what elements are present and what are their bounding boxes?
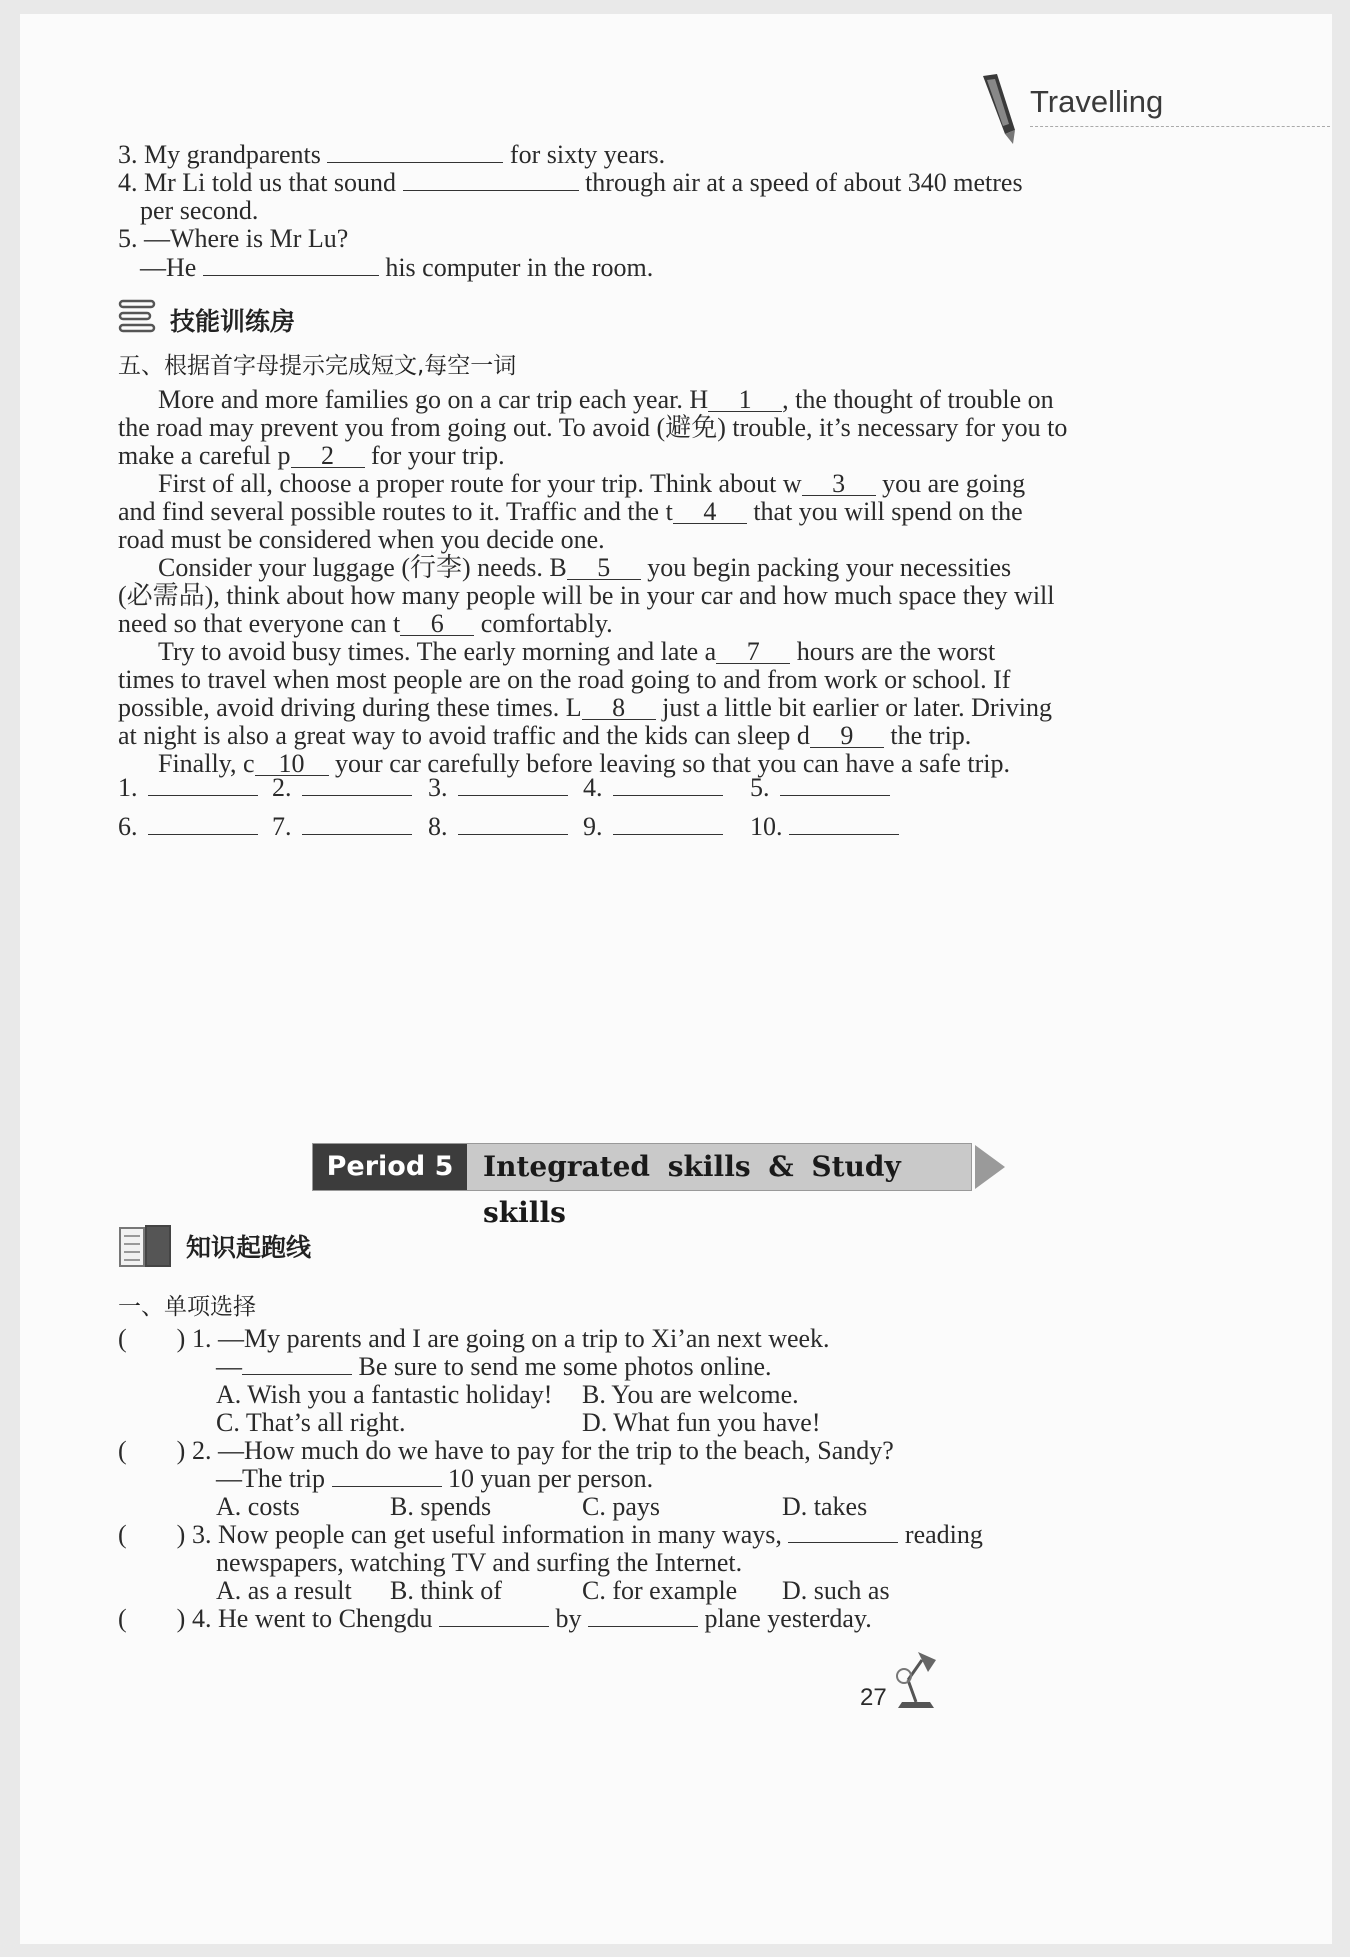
passage-text: comfortably. bbox=[474, 609, 613, 638]
answer-line[interactable] bbox=[613, 812, 723, 835]
answer-number: 6. bbox=[118, 812, 138, 841]
mc-q1-option-d: D. What fun you have! bbox=[582, 1408, 821, 1437]
answer-line[interactable] bbox=[302, 812, 412, 835]
knowledge-section-title: 知识起跑线 bbox=[186, 1233, 312, 1262]
mc-q3-stem: 3. Now people can get useful information in many ways, reading bbox=[192, 1520, 983, 1549]
lamp-icon bbox=[888, 1646, 944, 1712]
period-banner bbox=[312, 1143, 972, 1229]
passage-text: road must be considered when you decide one. bbox=[118, 525, 605, 554]
passage-text: that you will spend on the bbox=[746, 497, 1023, 526]
mc-q3-option-a: A. as a result bbox=[216, 1576, 352, 1605]
blank-number: 7 bbox=[716, 641, 790, 664]
mc-q3-option-b: B. think of bbox=[390, 1576, 502, 1605]
blank-number: 2 bbox=[291, 445, 365, 468]
knowledge-instruction: 一、单项选择 bbox=[118, 1294, 256, 1320]
answer-number: 9. bbox=[583, 812, 603, 841]
answer-blank[interactable] bbox=[428, 809, 568, 844]
mc-q1-option-a: A. Wish you a fantastic holiday! bbox=[216, 1380, 553, 1409]
mc-q4-paren: ( ) bbox=[118, 1604, 186, 1633]
passage-text: Consider your luggage (行李) needs. B bbox=[158, 553, 567, 582]
book-icon bbox=[118, 1224, 174, 1270]
passage-text: for your trip. bbox=[364, 441, 505, 470]
item-5-answer: —He his computer in the room. bbox=[140, 253, 654, 282]
blank-number: 6 bbox=[400, 613, 474, 636]
passage-text: times to travel when most people are on the road going to and from work or school. If bbox=[118, 665, 1011, 694]
answer-blank[interactable] bbox=[428, 770, 568, 805]
passage-text: the trip. bbox=[883, 721, 972, 750]
answer-blank[interactable] bbox=[118, 770, 258, 805]
answer-blank[interactable] bbox=[118, 809, 258, 844]
mc-q3-option-d: D. such as bbox=[782, 1576, 890, 1605]
mc-q1-stem: 1. —My parents and I are going on a trip to Xi’an next week. bbox=[192, 1324, 830, 1353]
answer-blank[interactable] bbox=[750, 770, 890, 805]
answer-line[interactable] bbox=[148, 773, 258, 796]
answer-line[interactable] bbox=[780, 773, 890, 796]
answer-number: 5. bbox=[750, 773, 770, 802]
answer-number: 8. bbox=[428, 812, 448, 841]
item-4-cont: per second. bbox=[140, 196, 259, 225]
page-number: 27 bbox=[860, 1684, 887, 1711]
mc-q2-option-d: D. takes bbox=[782, 1492, 868, 1521]
mc-q2-option-b: B. spends bbox=[390, 1492, 492, 1521]
mc-q1-line2: — Be sure to send me some photos online. bbox=[216, 1352, 772, 1381]
mc-q4-stem: 4. He went to Chengdu by plane yesterday. bbox=[192, 1604, 872, 1633]
mc-q1-paren: ( ) bbox=[118, 1324, 186, 1353]
answer-line[interactable] bbox=[458, 812, 568, 835]
workbook-page bbox=[20, 14, 1332, 1944]
passage-text: you begin packing your necessities bbox=[640, 553, 1012, 582]
answer-line[interactable] bbox=[458, 773, 568, 796]
arrow-right-icon bbox=[975, 1145, 1005, 1189]
item-4: 4. Mr Li told us that sound through air at a speed of about 340 metres bbox=[118, 168, 1023, 197]
answer-blank[interactable] bbox=[272, 770, 412, 805]
answer-number: 4. bbox=[583, 773, 603, 802]
mc-q2-option-c: C. pays bbox=[582, 1492, 660, 1521]
blank-number: 5 bbox=[567, 557, 641, 580]
passage-text: just a little bit earlier or later. Driving bbox=[655, 693, 1052, 722]
passage-text: need so that everyone can t bbox=[118, 609, 401, 638]
answer-line[interactable] bbox=[789, 812, 899, 835]
blank-number: 3 bbox=[802, 473, 876, 496]
mc-q2-paren: ( ) bbox=[118, 1436, 186, 1465]
blank-number: 1 bbox=[708, 389, 782, 412]
mc-q2-stem: 2. —How much do we have to pay for the trip to the beach, Sandy? bbox=[192, 1436, 894, 1465]
passage-text: Finally, c bbox=[158, 749, 255, 778]
answer-line[interactable] bbox=[148, 812, 258, 835]
answer-blank[interactable] bbox=[750, 809, 899, 844]
answer-blank[interactable] bbox=[583, 809, 723, 844]
mc-q1-option-b: B. You are welcome. bbox=[582, 1380, 799, 1409]
skills-instruction: 五、根据首字母提示完成短文,每空一词 bbox=[118, 353, 517, 379]
passage-text: possible, avoid driving during these times. L bbox=[118, 693, 582, 722]
passage-text: Try to avoid busy times. The early morning and late a bbox=[158, 637, 717, 666]
mc-q2-option-a: A. costs bbox=[216, 1492, 300, 1521]
passage-text: First of all, choose a proper route for your trip. Think about w bbox=[158, 469, 802, 498]
passage-text: , the thought of trouble on bbox=[782, 385, 1054, 414]
passage-text: you are going bbox=[875, 469, 1026, 498]
skills-section-title: 技能训练房 bbox=[170, 307, 296, 336]
passage-text: hours are the worst bbox=[790, 637, 996, 666]
mc-q3-option-c: C. for example bbox=[582, 1576, 738, 1605]
list-icon bbox=[118, 298, 158, 334]
answer-number: 7. bbox=[272, 812, 292, 841]
period-title: Integrated skills & Study skills bbox=[483, 1150, 901, 1229]
passage-text: More and more families go on a car trip each year. H bbox=[158, 385, 709, 414]
answer-number: 3. bbox=[428, 773, 448, 802]
answer-number: 2. bbox=[272, 773, 292, 802]
mc-q2-line2: —The trip 10 yuan per person. bbox=[216, 1464, 654, 1493]
answer-blank[interactable] bbox=[583, 770, 723, 805]
blank-number: 4 bbox=[673, 501, 747, 524]
mc-q3-paren: ( ) bbox=[118, 1520, 186, 1549]
answer-number: 10. bbox=[750, 812, 783, 841]
passage-text: (必需品), think about how many people will be in your car and how much space they will bbox=[118, 581, 1055, 610]
passage-text: your car carefully before leaving so that you can have a safe trip. bbox=[328, 749, 1011, 778]
blank-number: 9 bbox=[810, 725, 884, 748]
blank-number: 8 bbox=[582, 697, 656, 720]
item-5: 5. —Where is Mr Lu? bbox=[118, 224, 349, 253]
passage-text: and find several possible routes to it. Traffic and the t bbox=[118, 497, 673, 526]
item-3: 3. My grandparents for sixty years. bbox=[118, 140, 666, 169]
blank-number: 10 bbox=[255, 753, 329, 776]
pen-icon bbox=[975, 72, 1023, 150]
answer-number: 1. bbox=[118, 773, 138, 802]
chapter-title: Travelling bbox=[1030, 84, 1164, 119]
passage-text: at night is also a great way to avoid traffic and the kids can sleep d bbox=[118, 721, 810, 750]
mc-q3-line2: newspapers, watching TV and surfing the Internet. bbox=[216, 1548, 743, 1577]
header-rule bbox=[1030, 126, 1330, 127]
answer-line[interactable] bbox=[613, 773, 723, 796]
mc-q1-option-c: C. That’s all right. bbox=[216, 1408, 406, 1437]
period-label: Period 5 bbox=[313, 1144, 467, 1190]
passage-text: make a careful p bbox=[118, 441, 291, 470]
answer-line[interactable] bbox=[302, 773, 412, 796]
passage-text: the road may prevent you from going out. To avoid (避免) trouble, it’s necessary for you to bbox=[118, 413, 1068, 442]
answer-blank[interactable] bbox=[272, 809, 412, 844]
